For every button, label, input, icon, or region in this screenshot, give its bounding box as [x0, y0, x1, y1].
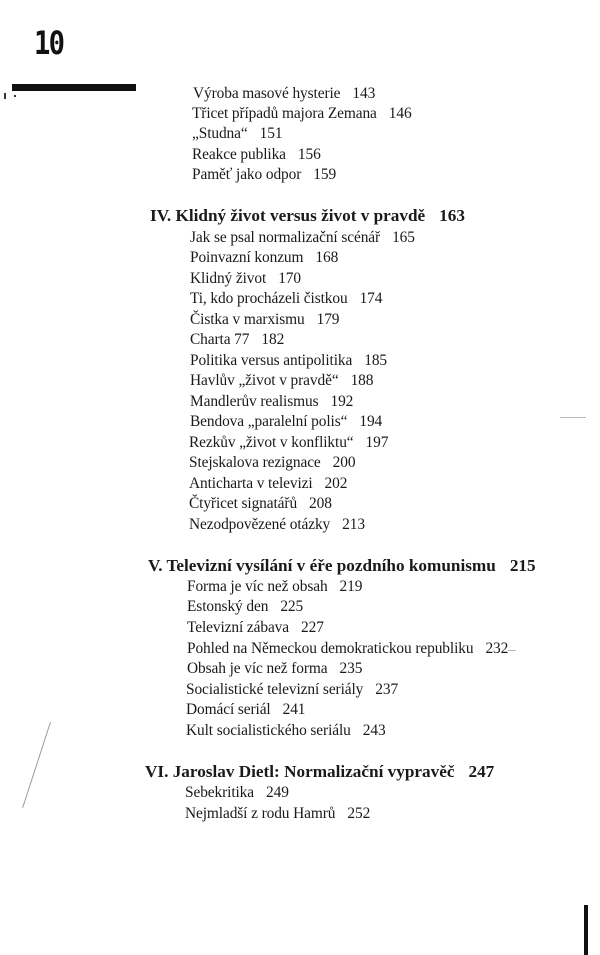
entry-title: Obsah je víc než forma: [187, 660, 328, 677]
toc-entry: [190, 331, 284, 349]
entry-title: Forma je víc než obsah: [187, 578, 328, 595]
entry-page: 252: [347, 805, 371, 822]
toc-entry: [190, 352, 387, 370]
scan-mark: [508, 650, 516, 651]
entry-page: 235: [339, 660, 363, 677]
entry-page: 225: [280, 598, 304, 615]
entry-title: Poinvazní konzum: [190, 249, 304, 266]
entry-page: 208: [309, 495, 332, 512]
toc-entry: [189, 516, 365, 534]
toc-entry: [190, 372, 373, 390]
scan-mark: [560, 417, 586, 418]
entry-title: Anticharta v televizi: [189, 475, 313, 492]
entry-page: 243: [362, 722, 386, 739]
entry-page: 151: [259, 125, 283, 142]
entry-title: Výroba masové hysterie: [193, 85, 341, 102]
entry-title: Domácí seriál: [186, 701, 271, 718]
toc-entry: [189, 475, 347, 493]
entry-title: Socialistické televizní seriály: [186, 681, 364, 698]
toc-entry: [186, 722, 386, 740]
toc-entry: [190, 413, 382, 431]
chapter-page: 247: [468, 762, 495, 781]
chapter-heading: [150, 206, 465, 226]
toc-entry: [187, 578, 362, 596]
page-number: 10: [34, 24, 64, 62]
chapter-title: IV. Klidný život versus život v pravdě: [150, 206, 426, 225]
entry-page: 143: [352, 85, 376, 102]
chapter-heading: [145, 762, 494, 782]
entry-title: Bendova „paralelní polis“: [190, 413, 348, 430]
toc-entry: [187, 660, 362, 678]
entry-page: 188: [350, 372, 374, 389]
entry-title: Stejskalova rezignace: [189, 454, 321, 471]
edge-bar: [584, 905, 588, 955]
entry-title: Klidný život: [190, 270, 267, 287]
entry-page: 202: [324, 475, 348, 492]
entry-title: Pohled na Německou demokratickou republiku: [187, 640, 474, 657]
entry-title: Nejmladší z rodu Hamrů: [185, 805, 336, 822]
chapter-title: V. Televizní vysílání v éře pozdního komunismu: [148, 556, 496, 575]
entry-title: Jak se psal normalizační scénář: [190, 229, 381, 246]
chapter-page: 163: [439, 206, 465, 225]
toc-entry: [192, 125, 282, 143]
entry-title: Charta 77: [190, 331, 250, 348]
toc-entry: [187, 598, 303, 616]
toc-entry: [187, 640, 508, 658]
toc-entry: [192, 105, 412, 123]
toc-entry: [190, 290, 382, 308]
entry-title: Třicet případů majora Zemana: [192, 105, 377, 122]
toc-entry: [192, 166, 336, 184]
entry-page: 200: [332, 454, 356, 471]
entry-title: Estonský den: [187, 598, 269, 615]
toc-entry: [193, 85, 375, 103]
entry-page: 237: [375, 681, 399, 698]
toc-entry: [190, 229, 415, 247]
entry-page: 227: [301, 619, 324, 636]
toc-entry: [190, 270, 301, 288]
entry-title: Čistka v marxismu: [190, 311, 305, 328]
entry-title: Reakce publika: [192, 146, 286, 163]
toc-entry: [185, 805, 370, 823]
toc-entry: [189, 495, 332, 513]
entry-page: 182: [261, 331, 285, 348]
toc-entry: [192, 146, 321, 164]
entry-title: Politika versus antipolitika: [190, 352, 353, 369]
entry-title: Ti, kdo procházeli čistkou: [190, 290, 348, 307]
entry-title: Čtyřicet signatářů: [189, 495, 298, 512]
chapter-page: 215: [509, 556, 536, 575]
toc-entry: [190, 311, 339, 329]
entry-page: 197: [365, 434, 389, 451]
toc-entry: [187, 619, 324, 637]
entry-page: 249: [266, 784, 289, 801]
entry-page: 159: [313, 166, 337, 183]
chapter-heading: [148, 556, 536, 576]
entry-page: 194: [359, 413, 383, 430]
toc-entry: [190, 393, 353, 411]
entry-page: 174: [359, 290, 383, 307]
header-rule: [12, 84, 136, 91]
entry-title: Kult socialistického seriálu: [186, 722, 351, 739]
entry-title: Havlův „život v pravdě“: [190, 372, 339, 389]
entry-page: 219: [339, 578, 363, 595]
toc-entry: [190, 249, 338, 267]
entry-title: Paměť jako odpor: [192, 166, 302, 183]
entry-page: 185: [364, 352, 388, 369]
entry-page: 156: [297, 146, 321, 163]
toc-entry: [186, 701, 305, 719]
entry-page: 168: [315, 249, 339, 266]
entry-title: Televizní zábava: [187, 619, 290, 636]
entry-title: „Studna“: [192, 125, 248, 142]
chapter-title: VI. Jaroslav Dietl: Normalizační vypravěč: [145, 762, 455, 781]
entry-title: Mandlerův realismus: [190, 393, 319, 410]
entry-title: Nezodpovězené otázky: [189, 516, 331, 533]
pen-stroke: [22, 722, 51, 808]
entry-title: Rezkův „život v konfliktu“: [189, 434, 354, 451]
entry-page: 170: [278, 270, 301, 287]
margin-dot: [14, 95, 16, 97]
entry-page: 241: [282, 701, 306, 718]
entry-page: 165: [392, 229, 415, 246]
entry-page: 213: [342, 516, 365, 533]
entry-page: 192: [330, 393, 354, 410]
toc-entry: [189, 454, 355, 472]
entry-page: 232: [485, 640, 509, 657]
entry-title: Sebekritika: [185, 784, 254, 801]
toc-entry: [186, 681, 398, 699]
margin-mark: [4, 93, 6, 99]
entry-page: 179: [316, 311, 340, 328]
toc-entry: [189, 434, 388, 452]
toc-entry: [185, 784, 289, 802]
entry-page: 146: [388, 105, 412, 122]
